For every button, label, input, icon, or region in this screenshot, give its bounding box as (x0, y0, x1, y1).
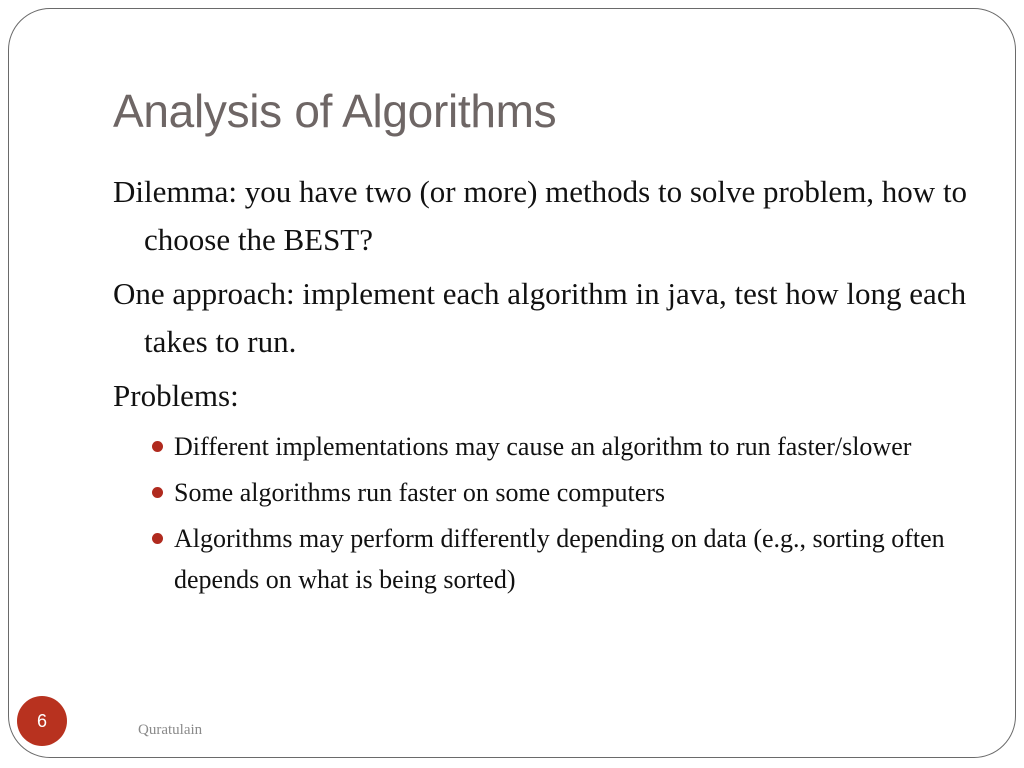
bullet-item (113, 426, 973, 467)
page-number: 6 (36, 710, 47, 731)
page-number-badge (17, 696, 67, 746)
slide-content (113, 168, 973, 605)
bullet-text: Different implementations may cause an algorithm to run faster/slower (174, 432, 912, 461)
bullet-dot-icon (152, 487, 163, 498)
footer-author: Quratulain (138, 722, 203, 738)
slide-title: Analysis of Algorithms (113, 85, 557, 137)
paragraph-dilemma: Dilemma: you have two (or more) methods to solve problem, how to choose the BEST? (113, 174, 968, 257)
paragraph-problems: Problems: (113, 378, 239, 413)
bullet-dot-icon (152, 441, 163, 452)
bullet-item (113, 518, 973, 600)
bullet-text: Algorithms may perform differently depending on data (e.g., sorting often depends on what is being sorted) (174, 524, 945, 594)
paragraph-approach: One approach: implement each algorithm in java, test how long each takes to run. (113, 276, 967, 359)
bullet-item (113, 472, 973, 513)
bullet-text: Some algorithms run faster on some computers (174, 478, 666, 507)
bullet-dot-icon (152, 533, 163, 544)
